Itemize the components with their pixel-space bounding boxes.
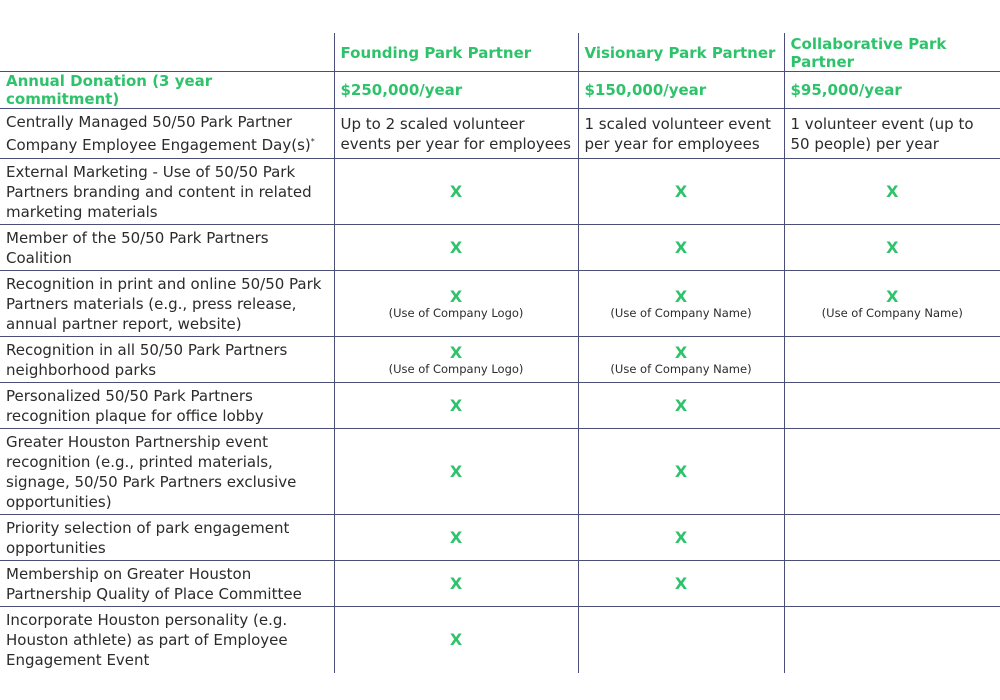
benefit-cell-collaborative <box>784 515 1000 561</box>
benefit-cell-collaborative: 1 volunteer event (up to 50 people) per year <box>784 109 1000 159</box>
benefit-label <box>0 109 334 159</box>
usage-note: (Use of Company Name) <box>821 305 963 320</box>
check-mark-x: X <box>449 527 463 547</box>
benefit-cell-founding <box>334 515 578 561</box>
check-mark-x: X <box>674 286 688 306</box>
benefit-cell-founding <box>334 561 578 607</box>
benefit-cell-founding: Up to 2 scaled volunteer events per year for employees <box>334 109 578 159</box>
benefit-label <box>0 561 334 607</box>
benefit-cell-collaborative <box>784 271 1000 337</box>
benefit-cell-founding <box>334 383 578 429</box>
benefit-row <box>0 271 1000 337</box>
benefit-cell-visionary <box>578 607 784 673</box>
check-mark-x: X <box>674 395 688 415</box>
benefit-cell-visionary <box>578 225 784 271</box>
usage-note: (Use of Company Logo) <box>388 305 524 320</box>
benefit-cell-visionary <box>578 429 784 515</box>
header-collaborative: Collaborative Park Partner <box>784 33 1000 72</box>
header-row <box>0 33 1000 72</box>
benefit-label <box>0 429 334 515</box>
check-mark-x: X <box>674 527 688 547</box>
check-mark-x: X <box>449 629 463 649</box>
benefit-label-text: Personalized 50/50 Park Partners recognition plaque for office lobby <box>6 386 264 425</box>
footnote-marker: * <box>310 137 315 146</box>
benefit-row <box>0 109 1000 159</box>
benefit-cell-founding <box>334 225 578 271</box>
benefit-label <box>0 271 334 337</box>
check-mark-x: X <box>449 461 463 481</box>
usage-note: (Use of Company Logo) <box>388 361 524 376</box>
benefit-row <box>0 159 1000 225</box>
benefit-label <box>0 159 334 225</box>
benefit-label-text: Centrally Managed 50/50 Park Partner Company Employee Engagement Day(s) <box>6 113 311 154</box>
check-mark-x: X <box>449 573 463 593</box>
check-mark-x: X <box>674 181 688 201</box>
benefit-row <box>0 607 1000 673</box>
check-mark-x: X <box>886 181 899 201</box>
donation-collaborative: $95,000/year <box>784 72 1000 109</box>
benefit-cell-visionary <box>578 383 784 429</box>
header-visionary: Visionary Park Partner <box>578 33 784 72</box>
benefit-row <box>0 225 1000 271</box>
benefit-label <box>0 225 334 271</box>
benefit-cell-collaborative <box>784 337 1000 383</box>
check-mark-x: X <box>674 342 688 362</box>
benefit-cell-collaborative <box>784 561 1000 607</box>
benefit-label <box>0 337 334 383</box>
donation-visionary: $150,000/year <box>578 72 784 109</box>
benefit-cell-founding <box>334 271 578 337</box>
benefit-cell-visionary <box>578 271 784 337</box>
donation-founding: $250,000/year <box>334 72 578 109</box>
check-mark-x: X <box>449 181 463 201</box>
benefit-label <box>0 383 334 429</box>
benefit-row <box>0 429 1000 515</box>
benefit-cell-founding <box>334 159 578 225</box>
benefit-row <box>0 337 1000 383</box>
benefit-label-text: Incorporate Houston personality (e.g. Houston athlete) as part of Employee Engagement Event <box>6 610 288 669</box>
benefit-cell-collaborative <box>784 225 1000 271</box>
benefit-label <box>0 515 334 561</box>
donation-row <box>0 72 1000 109</box>
benefit-cell-visionary <box>578 515 784 561</box>
check-mark-x: X <box>886 286 899 306</box>
usage-note: (Use of Company Name) <box>610 305 752 320</box>
benefit-label-text: External Marketing - Use of 50/50 Park Partners branding and content in related marketing materials <box>6 162 312 221</box>
benefit-cell-founding <box>334 607 578 673</box>
partner-benefits-table <box>0 33 1000 673</box>
header-founding: Founding Park Partner <box>334 33 578 72</box>
benefit-label-text: Recognition in print and online 50/50 Park Partners materials (e.g., press release, annual partner report, website) <box>6 274 322 333</box>
benefit-cell-visionary <box>578 337 784 383</box>
benefit-cell-founding <box>334 337 578 383</box>
benefit-label-text: Membership on Greater Houston Partnership Quality of Place Committee <box>6 564 302 603</box>
check-mark-x: X <box>449 286 463 306</box>
check-mark-x: X <box>674 237 688 257</box>
benefit-label-text: Priority selection of park engagement opportunities <box>6 518 290 557</box>
check-mark-x: X <box>449 237 463 257</box>
benefit-cell-visionary <box>578 159 784 225</box>
benefit-cell-visionary <box>578 561 784 607</box>
benefit-label-text: Recognition in all 50/50 Park Partners neighborhood parks <box>6 340 288 379</box>
benefit-cell-visionary: 1 scaled volunteer event per year for employees <box>578 109 784 159</box>
header-empty <box>0 33 334 72</box>
benefit-cell-founding <box>334 429 578 515</box>
check-mark-x: X <box>886 237 899 257</box>
benefit-row <box>0 383 1000 429</box>
benefit-row <box>0 561 1000 607</box>
benefit-label-text: Member of the 50/50 Park Partners Coalition <box>6 228 269 267</box>
check-mark-x: X <box>449 342 463 362</box>
benefit-cell-collaborative <box>784 607 1000 673</box>
donation-label: Annual Donation (3 year commitment) <box>0 72 334 109</box>
benefit-cell-collaborative <box>784 429 1000 515</box>
check-mark-x: X <box>674 573 688 593</box>
benefit-cell-collaborative <box>784 383 1000 429</box>
check-mark-x: X <box>674 461 688 481</box>
check-mark-x: X <box>449 395 463 415</box>
benefit-row <box>0 515 1000 561</box>
benefit-label <box>0 607 334 673</box>
benefit-label-text: Greater Houston Partnership event recognition (e.g., printed materials, signage, 50/50 Park Partners exclusive opportunities) <box>6 432 297 511</box>
usage-note: (Use of Company Name) <box>610 361 752 376</box>
benefit-cell-collaborative <box>784 159 1000 225</box>
